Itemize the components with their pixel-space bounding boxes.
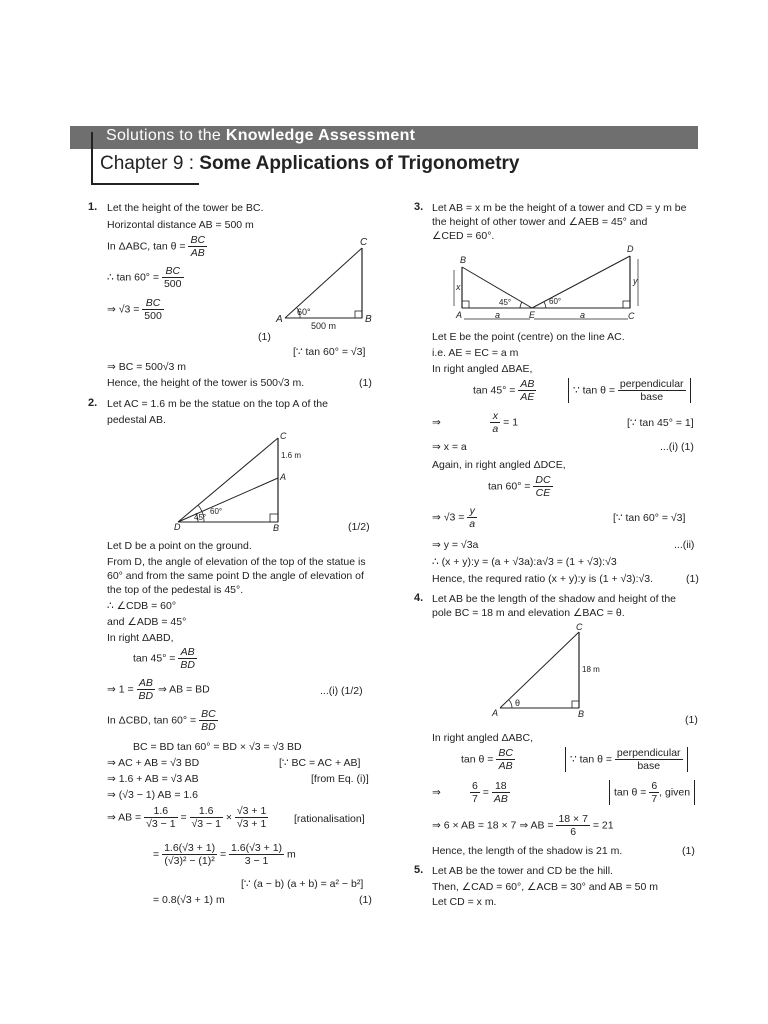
q3-line: ⇒ x = a	[432, 441, 467, 453]
q2-equation: tan 45° = $\frac{AB}{BD}$	[133, 646, 195, 671]
q2-line: the top of the pedestal is 45°.	[107, 584, 244, 596]
mark: (1)	[258, 331, 271, 343]
q3-equation: tan 60° = $\frac{DC}{CE}$	[488, 474, 551, 499]
right-angle-mark	[355, 311, 362, 318]
q2-line: From D, the angle of elevation of the top of the statue is	[107, 556, 366, 568]
title-bracket-vertical	[91, 132, 93, 184]
reason: [∵ tan 60° = √3]	[613, 512, 686, 524]
q4-line: In right angled ΔABC,	[432, 732, 533, 744]
fig-line-be	[462, 267, 532, 308]
mark: (1)	[359, 894, 372, 906]
q3-equation: tan 45° = $\frac{AB}{AE}$	[473, 378, 535, 403]
q2-line: Let AC = 1.6 m be the statue on the top A of the	[107, 398, 328, 410]
eq-tag: ...(i) (1)	[660, 441, 694, 453]
reason: [∵ BC = AC + AB]	[279, 757, 361, 769]
q2-line: ⇒ AC + AB = √3 BD	[107, 757, 200, 769]
q5-line: Then, ∠CAD = 60°, ∠ACB = 30° and AB = 50 m	[432, 881, 658, 893]
q1-line: Hence, the height of the tower is 500√3 m.	[107, 377, 305, 389]
q1-equation: ⇒ √3 = $\frac{BC}{500}$	[107, 297, 162, 322]
q1-line: Horizontal distance AB = 500 m	[107, 219, 254, 231]
point-label-a: A	[280, 472, 287, 482]
q3-equation: ⇒ $\frac{x}{a}$ = 1	[432, 410, 519, 435]
mark: (1)	[685, 714, 698, 726]
q4-line: Let AB be the length of the shadow and height of the	[432, 593, 677, 605]
q2-line: = 0.8(√3 + 1) m	[153, 894, 225, 906]
eq-tag: ...(ii)	[674, 539, 695, 551]
q2-line: BC = BD tan 60° = BD × √3 = √3 BD	[133, 741, 302, 753]
reason: [from Eq. (i)]	[311, 773, 369, 785]
q2-line: and ∠ADB = 45°	[107, 616, 187, 628]
fig-hypotenuse	[500, 632, 579, 708]
q3-line: Let AB = x m be the height of a tower and CD = y m be	[432, 202, 687, 214]
point-label-b: B	[273, 523, 280, 533]
right-angle-mark	[572, 701, 579, 708]
q3-line: Let E be the point (centre) on the line AC.	[432, 331, 625, 343]
height-label: 18 m	[582, 665, 600, 674]
mark: (1/2)	[348, 521, 370, 533]
height-label-y: y	[633, 276, 638, 286]
q2-equation: In ΔCBD, tan 60° = $\frac{BC}{BD}$	[107, 708, 216, 733]
q3-line: i.e. AE = EC = a m	[432, 347, 519, 359]
angle-arc	[544, 302, 546, 308]
question-number: 4.	[414, 592, 424, 604]
question-number: 3.	[414, 201, 424, 213]
question-number: 5.	[414, 864, 424, 876]
question-number: 2.	[88, 397, 98, 409]
question-number: 1.	[88, 201, 98, 213]
q3-line: ∠CED = 60°.	[432, 230, 495, 242]
distance-label-a: a	[495, 310, 501, 320]
q3-line: ∴ (x + y):y = (a + √3a):a√3 = (1 + √3):√3	[432, 556, 617, 568]
title-bracket-horizontal	[91, 183, 199, 185]
angle-label-45: 45°	[194, 513, 207, 522]
q2-line: ⇒ (√3 − 1) AB = 1.6	[107, 789, 199, 801]
right-angle-mark	[623, 301, 630, 308]
point-label-d: D	[627, 244, 634, 254]
q3-line: In right angled ΔBAE,	[432, 363, 533, 375]
reason: [∵ tan 60° = √3]	[293, 346, 366, 358]
point-label-a: A	[492, 708, 499, 718]
q3-line: ⇒ y = √3a	[432, 539, 479, 551]
statue-length-label: 1.6 m	[281, 451, 302, 460]
q2-equation: ⇒ AB = $\frac{1.6}{√3 - 1}$ = $\frac{1.6}{√3 - 1}$ × $\frac{√3 + 1}{√3 + 1}$	[107, 805, 267, 830]
point-label-b: B	[578, 709, 585, 719]
point-label-b: B	[460, 255, 467, 265]
point-label-e: E	[529, 310, 536, 320]
point-label-d: D	[174, 522, 181, 532]
point-label-b: B	[365, 314, 372, 325]
q2-line: Let D be a point on the ground.	[107, 540, 252, 552]
right-angle-mark	[270, 514, 278, 522]
angle-label-60: 60°	[549, 297, 562, 306]
q4-line: pole BC = 18 m and elevation ∠BAC = θ.	[432, 607, 625, 619]
angle-label-45: 45°	[499, 298, 512, 307]
fig-line-da	[178, 478, 278, 522]
point-label-c: C	[280, 431, 287, 441]
q5-line: Let AB be the tower and CD be the hill.	[432, 865, 613, 877]
reason-bracket: tan θ = $\frac{6}{7}$ , given	[609, 780, 695, 805]
q1-equation: In ΔABC, tan θ = $\frac{BC}{AB}$	[107, 234, 206, 259]
angle-arc	[509, 700, 512, 708]
q2-equation: = $\frac{1.6(√3 + 1)}{\text{(√3)² − (1)²}}$ = $\frac{1.6(√3 + 1)}{3 - 1}$ m	[153, 842, 296, 867]
point-label-c: C	[628, 311, 635, 321]
distance-label-a: a	[580, 310, 586, 320]
angle-arc	[520, 302, 522, 308]
mark: (1)	[359, 377, 372, 389]
point-label-c: C	[360, 237, 368, 248]
q2-line: 60° and from the same point D the angle of elevation of	[107, 570, 364, 582]
mark: (1)	[682, 845, 695, 857]
angle-label-60: 60°	[210, 507, 223, 516]
q3-line: Again, in right angled ΔDCE,	[432, 459, 566, 471]
right-angle-mark	[462, 301, 469, 308]
reason-bracket: ∵ tan θ = $\frac{\text{perpendicular}}{\text{base}}$	[568, 378, 691, 403]
q2-line: ∴ ∠CDB = 60°	[107, 600, 177, 612]
chapter-title: Chapter 9 : Some Applications of Trigonometry	[100, 153, 520, 174]
q1-line: Let the height of the tower be BC.	[107, 202, 264, 214]
point-label-a: A	[276, 314, 283, 325]
q4-line: Hence, the length of the shadow is 21 m.	[432, 845, 623, 857]
q4-equation: tan θ = $\frac{BC}{AB}$	[461, 747, 513, 772]
q2-equation: ⇒ 1 = $\frac{AB}{BD}$ ⇒ AB = BD	[107, 677, 210, 702]
q3-equation: ⇒ √3 = $\frac{y}{a}$	[432, 505, 476, 530]
angle-label: 60°	[297, 307, 311, 317]
mark: (1)	[686, 573, 699, 585]
section-banner-title: Solutions to the Knowledge Assessment	[106, 127, 416, 144]
fig-line-ed	[532, 256, 630, 308]
figure-tower-q1	[265, 235, 380, 335]
base-length-label: 500 m	[311, 321, 337, 331]
point-label-c: C	[576, 622, 583, 632]
q1-equation: ∴ tan 60° = $\frac{BC}{500}$	[107, 265, 182, 290]
q3-line: the height of other tower and ∠AEB = 45° and	[432, 216, 648, 228]
q3-line: Hence, the requred ratio (x + y):y is (1 + √3):√3.	[432, 573, 654, 585]
reason: [∵ (a − b) (a + b) = a² − b²]	[241, 878, 364, 890]
eq-tag: ...(i) (1/2)	[320, 685, 363, 697]
q2-line: ⇒ 1.6 + AB = √3 AB	[107, 773, 199, 785]
fig-line-dc	[178, 438, 278, 522]
height-label-x: x	[456, 282, 461, 292]
q4-equation: ⇒ $\frac{6}{7}$ = $\frac{18}{AB}$	[432, 780, 508, 805]
figure-two-towers-q3	[450, 242, 650, 324]
reason-bracket: ∵ tan θ = $\frac{\text{perpendicular}}{\text{base}}$	[565, 747, 688, 772]
angle-label-theta: θ	[515, 698, 521, 708]
figure-pole-q4	[488, 620, 608, 720]
q1-line: ⇒ BC = 500√3 m	[107, 361, 187, 373]
q2-line: pedestal AB.	[107, 414, 166, 426]
reason: [rationalisation]	[294, 813, 365, 825]
q4-equation: ⇒ 6 × AB = 18 × 7 ⇒ AB = $\frac{18 \times 7}{6}$ = 21	[432, 813, 614, 838]
q5-line: Let CD = x m.	[432, 896, 497, 908]
q2-line: In right ΔABD,	[107, 632, 174, 644]
point-label-a: A	[456, 310, 463, 320]
figure-statue-q2	[168, 428, 318, 536]
reason: [∵ tan 45° = 1]	[627, 417, 694, 429]
